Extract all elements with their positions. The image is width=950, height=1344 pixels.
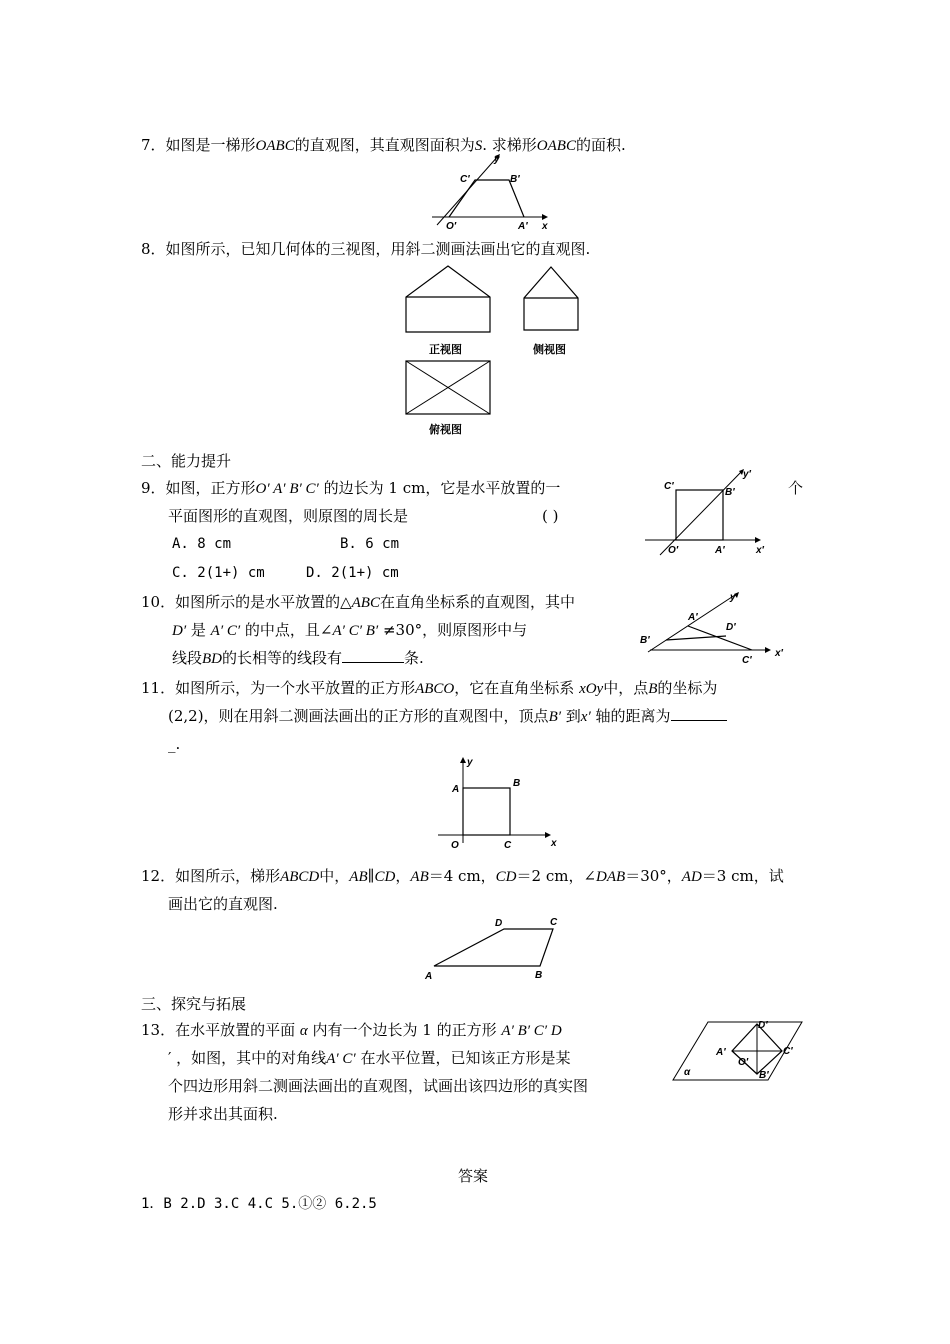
q9-line1: 9．如图，正方形O′ A′ B′ C′ 的边长为 1 cm，它是水平放置的一 (141, 479, 561, 497)
section-3-heading: 三、探究与拓展 (141, 995, 247, 1013)
q10-label-y: y′ (730, 592, 738, 603)
q13-line2: ′ ，如图，其中的对角线A′ C′ 在水平位置，已知该正方形是某 (168, 1049, 571, 1067)
q8-three-views-figure (405, 262, 595, 442)
q13-label-d: D′ (758, 1020, 768, 1031)
q12-label-b: B (535, 970, 543, 981)
q10-answer-blank[interactable] (342, 648, 404, 663)
q9-label-o: O′ (668, 545, 679, 556)
q13-line3: 个四边形用斜二测画法画出的直观图，试画出该四边形的真实图 (168, 1077, 589, 1095)
q9-answer-paren: ( ) (542, 507, 559, 525)
q9-label-a: A′ (715, 545, 725, 556)
q7-text: 7．如图是一梯形OABC的直观图，其直观图面积为S. 求梯形OABC的面积. (141, 136, 626, 154)
q9-square-figure (640, 465, 780, 560)
q7-label-c: C′ (460, 174, 470, 185)
q7-label-o: O′ (446, 221, 457, 232)
q11-label-x: x (551, 838, 557, 849)
q9-line1-tail: 个 (788, 479, 804, 497)
q10-label-b: B′ (640, 635, 650, 646)
q7-label-x: x (542, 221, 548, 232)
q10-label-a: A′ (688, 612, 698, 623)
q7-label-y: y (494, 154, 500, 165)
q8-text: 8．如图所示，已知几何体的三视图，用斜二测画法画出它的直观图. (141, 240, 591, 258)
q10-label-c: C′ (742, 655, 752, 666)
q9-label-x: x′ (756, 545, 764, 556)
q9-option-d: D. 2(1+) cm (306, 565, 399, 581)
q13-line1: 13．在水平放置的平面 α 内有一个边长为 1 的正方形 A′ B′ C′ D (141, 1021, 562, 1039)
q11-label-o: O (451, 840, 459, 851)
q11-label-c: C (504, 840, 512, 851)
q11-label-a: A (452, 784, 460, 795)
q10-triangle-figure (630, 588, 785, 668)
q11-label-y: y (467, 757, 473, 768)
q12-label-d: D (495, 918, 503, 929)
q12-trapezoid-figure (420, 913, 590, 983)
q13-line4: 形并求出其面积. (168, 1105, 278, 1123)
q7-label-b: B′ (510, 174, 520, 185)
q10-label-x: x′ (775, 648, 783, 659)
q11-line2: (2,2)，则在用斜二测画法画出的正方形的直观图中，顶点B′ 到x′ 轴的距离为 (168, 706, 727, 727)
section-2-heading: 二、能力提升 (141, 452, 232, 470)
q8-top-view-caption: 俯视图 (429, 423, 462, 436)
q9-label-c: C′ (664, 481, 674, 492)
q9-option-b: B. 6 cm (340, 536, 400, 552)
q8-side-view-caption: 侧视图 (533, 343, 566, 356)
q9-option-c: C. 2(1+) cm (172, 565, 265, 581)
q11-line3: _. (168, 735, 181, 753)
answers-line: 1．B 2.D 3.C 4.C 5.①② 6.2.5 (141, 1196, 377, 1212)
q10-line3: 线段BD的长相等的线段有 条. (172, 649, 424, 667)
q11-square-figure (438, 753, 568, 853)
q13-label-b: B′ (759, 1070, 769, 1081)
q8-front-view-caption: 正视图 (429, 343, 462, 356)
q13-label-c: C′ (783, 1046, 793, 1057)
q10-line2: D′ 是 A′ C′ 的中点，且∠A′ C′ B′ ≠30°，则原图形中与 (172, 621, 528, 639)
q9-line2: 平面图形的直观图，则原图的周长是 (168, 507, 409, 525)
q12-label-a: A (425, 971, 433, 982)
q12-line2: 画出它的直观图. (168, 895, 278, 913)
q9-option-a: A. 8 cm (172, 536, 232, 552)
q10-label-d: D′ (726, 622, 736, 633)
q11-label-b: B (513, 778, 521, 789)
q12-line1: 12．如图所示，梯形ABCD中，AB∥CD，AB＝4 cm，CD＝2 cm，∠DAB＝30°，AD＝3 cm，试 (141, 867, 784, 885)
q7-trapezoid-figure (432, 150, 562, 230)
q7-label-a: A′ (518, 221, 528, 232)
q13-label-alpha: α (684, 1067, 691, 1078)
q9-label-b: B′ (725, 487, 735, 498)
q11-line1: 11．如图所示，为一个水平放置的正方形ABCO，它在直角坐标系 xOy中，点B的坐标为 (141, 679, 718, 697)
q9-label-y: y′ (743, 469, 751, 480)
q13-label-a: A′ (716, 1047, 726, 1058)
answers-title: 答案 (458, 1167, 489, 1185)
q13-label-o: O′ (738, 1057, 749, 1068)
q13-parallelogram-figure (672, 1018, 812, 1093)
q12-label-c: C (550, 917, 558, 928)
q11-answer-blank[interactable] (671, 706, 727, 721)
q10-line1: 10．如图所示的是水平放置的△ABC在直角坐标系的直观图，其中 (141, 593, 575, 611)
